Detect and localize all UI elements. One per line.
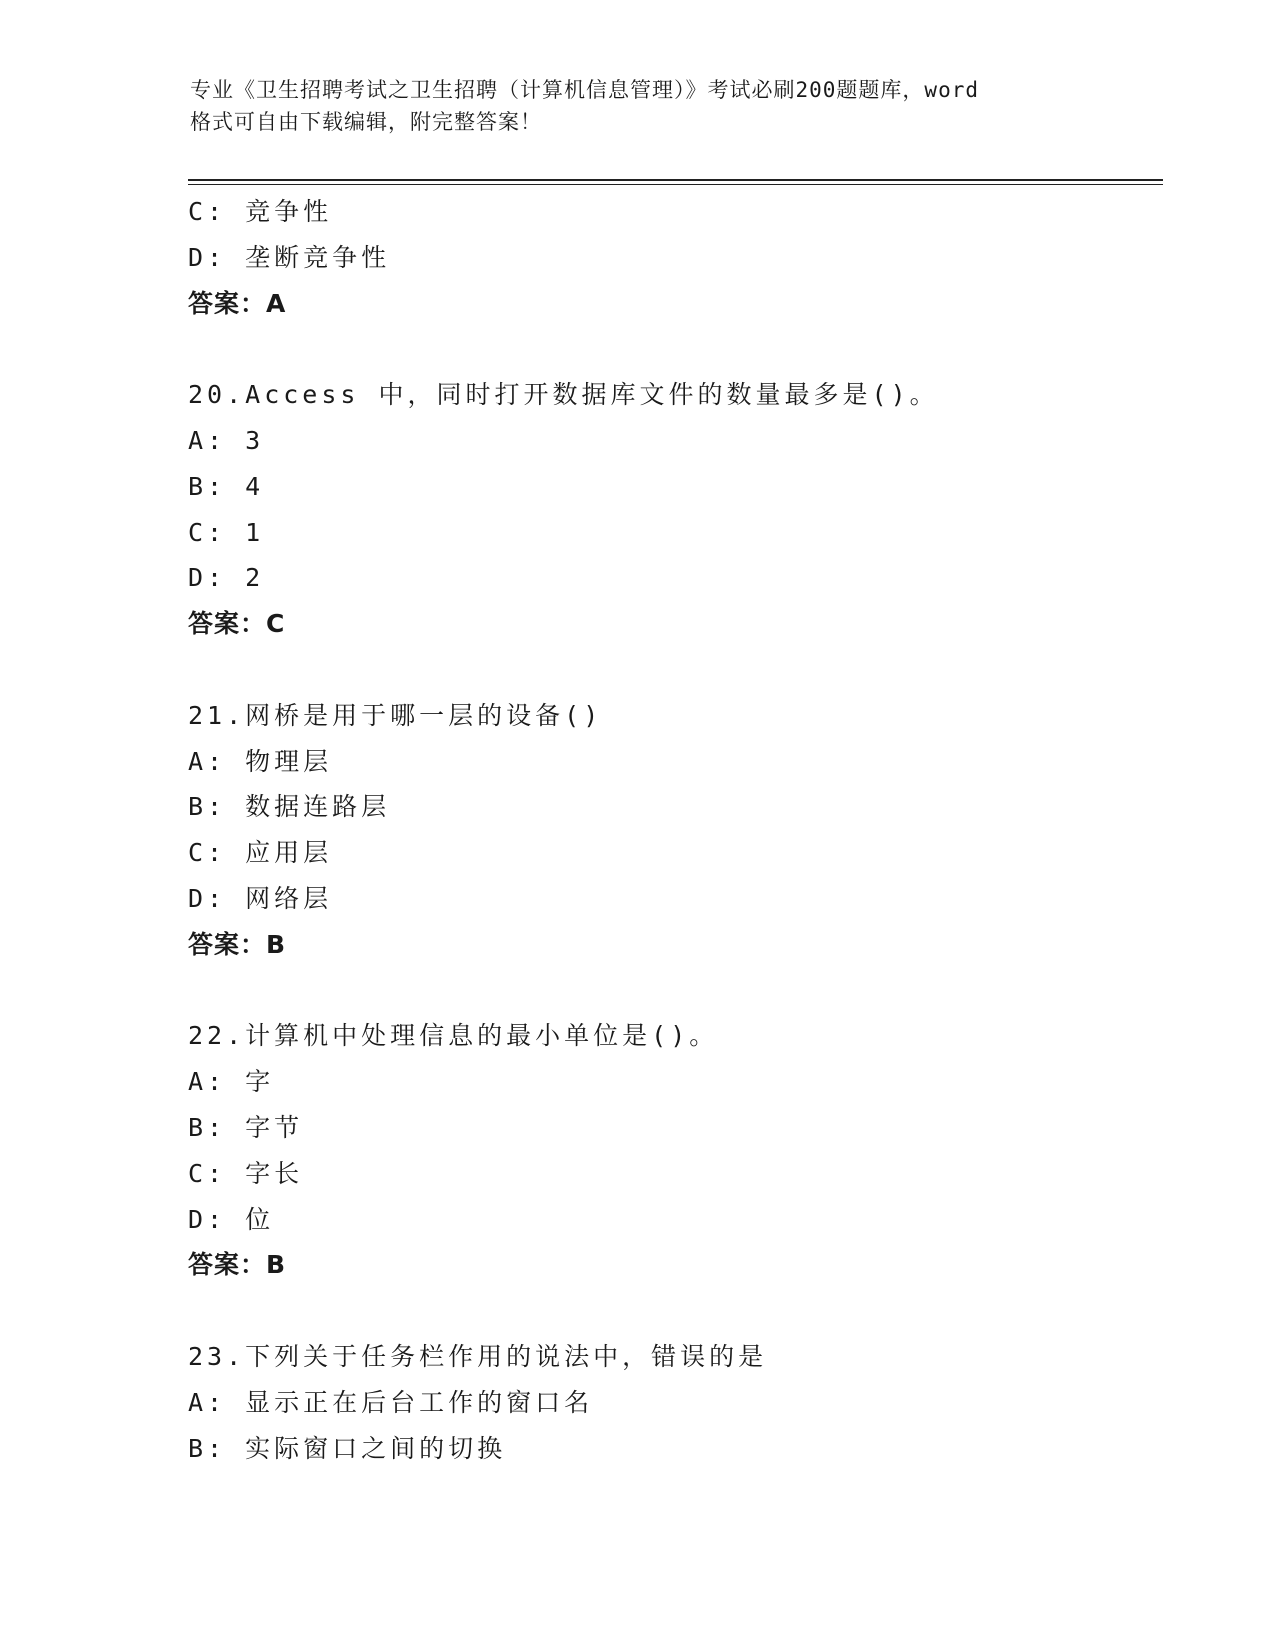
- question-line: 23.下列关于任务栏作用的说法中，错误的是: [188, 1341, 768, 1371]
- spacer: [188, 968, 1163, 1014]
- question-line: 21.网桥是用于哪一层的设备(): [188, 700, 603, 730]
- answer-line: 答案：C: [188, 609, 286, 639]
- document-header: [190, 74, 1090, 138]
- option-line: B: 实际窗口之间的切换: [188, 1433, 507, 1463]
- spacer: [188, 1288, 1163, 1334]
- question-list: [188, 189, 1163, 1471]
- option-line: D: 2: [188, 563, 265, 593]
- question-line: 20.Access 中，同时打开数据库文件的数量最多是()。: [188, 380, 939, 410]
- option-line: C: 字长: [188, 1158, 304, 1188]
- answer-line: 答案：A: [188, 288, 287, 318]
- question-line: 22.计算机中处理信息的最小单位是()。: [188, 1021, 719, 1051]
- spacer: [188, 647, 1163, 693]
- option-line: C: 应用层: [188, 838, 333, 868]
- option-line: A: 显示正在后台工作的窗口名: [188, 1387, 594, 1417]
- option-line: D: 垄断竞争性: [188, 242, 391, 272]
- answer-line: 答案：B: [188, 929, 287, 959]
- option-line: D: 位: [188, 1204, 275, 1234]
- option-line: A: 3: [188, 425, 265, 455]
- option-line: B: 4: [188, 471, 265, 501]
- spacer: [188, 326, 1163, 372]
- option-line: B: 字节: [188, 1112, 304, 1142]
- header-title-line-2: 格式可自由下载编辑，附完整答案！: [190, 110, 542, 134]
- option-line: A: 字: [188, 1067, 275, 1097]
- header-divider-thin: [188, 184, 1163, 185]
- option-line: A: 物理层: [188, 746, 333, 776]
- option-line: B: 数据连路层: [188, 792, 391, 822]
- option-line: D: 网络层: [188, 883, 333, 913]
- header-title-line-1: 专业《卫生招聘考试之卫生招聘（计算机信息管理）》考试必刷200题题库，word: [190, 78, 979, 102]
- option-line: C: 1: [188, 517, 265, 547]
- answer-line: 答案：B: [188, 1250, 287, 1280]
- option-line: C: 竞争性: [188, 197, 333, 226]
- header-divider-thick: [188, 179, 1163, 181]
